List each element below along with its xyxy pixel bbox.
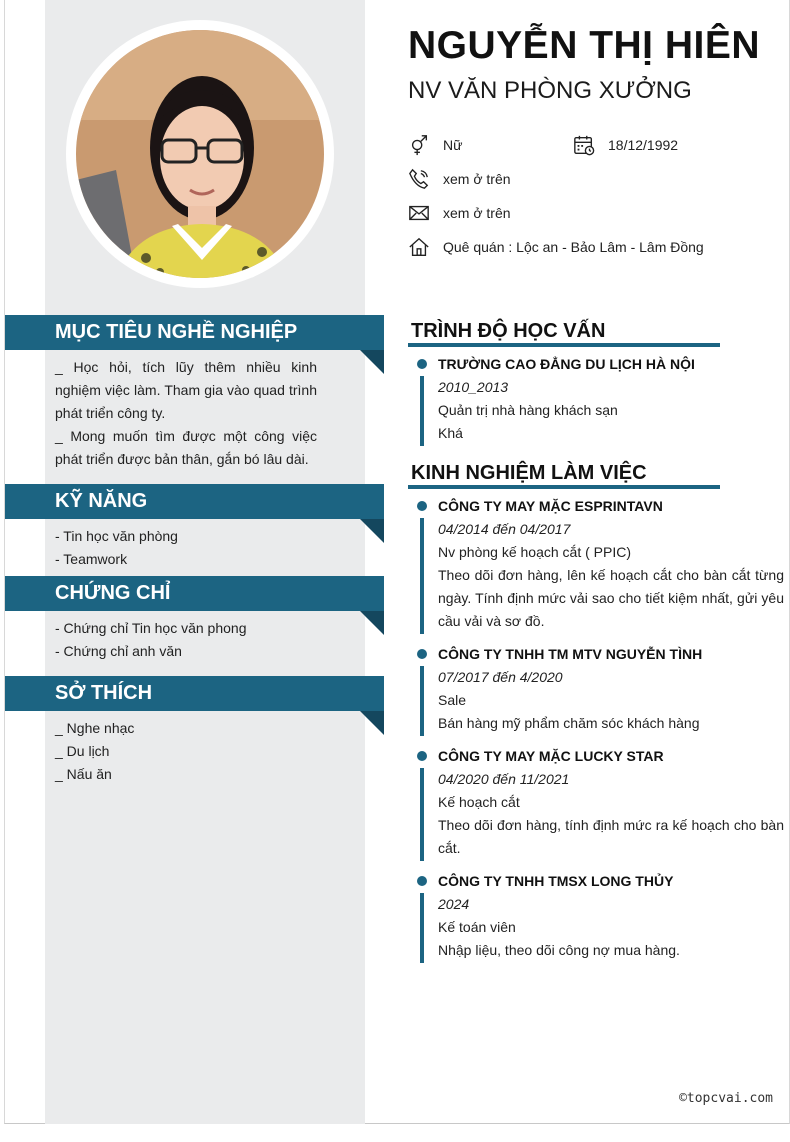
avatar-frame (66, 20, 334, 288)
calendar-icon (573, 134, 595, 156)
timeline-dot (417, 359, 427, 369)
home-icon (408, 236, 430, 258)
hobbies-list (55, 717, 317, 786)
list-item: - Tin học văn phòng (55, 528, 178, 544)
list-item: _ Nghe nhạc (55, 720, 135, 736)
work-position: Kế hoạch cắt (438, 794, 520, 810)
timeline-line (420, 768, 424, 861)
company-name: CÔNG TY TNHH TM MTV NGUYỄN TÌNH (438, 646, 703, 662)
objective-paragraph: _ Học hỏi, tích lũy thêm nhiều kinh nghiệm việc làm. Tham gia vào quad trình phát triển công ty. (55, 359, 317, 421)
list-item: - Chứng chỉ anh văn (55, 643, 182, 659)
objective-paragraph: _ Mong muốn tìm được một công việc phát triển được bản thân, gắn bó lâu dài. (55, 428, 317, 467)
company-name: CÔNG TY TNHH TMSX LONG THỦY (438, 873, 674, 889)
timeline-dot (417, 876, 427, 886)
gender-value: Nữ (443, 137, 463, 153)
education-heading: TRÌNH ĐỘ HỌC VẤN (408, 317, 720, 347)
company-name: CÔNG TY MAY MẶC ESPRINTAVN (438, 498, 663, 514)
objective-text (55, 356, 317, 471)
work-description: Theo dõi đơn hàng, tính định mức ra kế hoạch cho bàn cắt. (438, 817, 784, 856)
experience-heading: KINH NGHIỆM LÀM VIỆC (408, 459, 720, 489)
gender-icon (408, 134, 430, 156)
work-position: Nv phòng kế hoạch cắt ( PPIC) (438, 544, 631, 560)
experience-entry (412, 745, 784, 860)
list-item: _ Du lịch (55, 743, 110, 759)
watermark: ©topcvai.com (679, 1091, 773, 1106)
work-period: 04/2020 đến 11/2021 (438, 771, 570, 787)
timeline-line (420, 893, 424, 963)
work-position: Sale (438, 692, 467, 708)
work-description: Theo dõi đơn hàng, lên kế hoạch cắt cho bàn cắt từng ngày. Tính định mức vải sao cho tiết kiệm nhất, gửi yêu cầu vải và sơ đồ. (438, 567, 784, 629)
email-value: xem ở trên (443, 205, 511, 221)
hometown-row (408, 236, 704, 258)
work-period: 04/2014 đến 04/2017 (438, 521, 571, 537)
timeline-dot (417, 751, 427, 761)
avatar (76, 30, 324, 278)
hometown-value: Quê quán : Lộc an - Bảo Lâm - Lâm Đồng (443, 239, 704, 255)
list-item: - Chứng chỉ Tin học văn phong (55, 620, 247, 636)
timeline-line (420, 376, 424, 446)
objective-heading: MỤC TIÊU NGHỀ NGHIỆP (5, 315, 384, 350)
list-item: - Teamwork (55, 551, 128, 567)
timeline-dot (417, 501, 427, 511)
certificates-list (55, 617, 317, 663)
birthdate-value: 18/12/1992 (608, 137, 679, 153)
experience-entry (412, 643, 784, 735)
job-title: NV VĂN PHÒNG XƯỞNG (408, 77, 692, 104)
company-name: CÔNG TY MAY MẶC LUCKY STAR (438, 748, 664, 764)
timeline-dot (417, 649, 427, 659)
skills-list (55, 525, 317, 571)
school-name: TRƯỜNG CAO ĐẲNG DU LỊCH HÀ NỘI (438, 356, 695, 372)
certificates-heading: CHỨNG CHỈ (5, 576, 384, 611)
hobbies-heading: SỞ THÍCH (5, 676, 384, 711)
experience-entry (412, 870, 784, 962)
work-description: Bán hàng mỹ phẩm chăm sóc khách hàng (438, 715, 700, 731)
work-position: Kế toán viên (438, 919, 516, 935)
timeline-line (420, 518, 424, 634)
phone-value: xem ở trên (443, 171, 511, 187)
envelope-icon (408, 202, 430, 224)
work-description: Nhập liệu, theo dõi công nợ mua hàng. (438, 942, 680, 958)
email-row (408, 202, 511, 224)
experience-entry (412, 495, 784, 633)
education-major: Quản trị nhà hàng khách sạn (438, 402, 618, 418)
list-item: _ Nấu ăn (55, 766, 112, 782)
phone-icon (408, 168, 430, 190)
birthdate-row (573, 134, 678, 156)
gender-row (408, 134, 462, 156)
skills-heading: KỸ NĂNG (5, 484, 384, 519)
education-period: 2010_2013 (438, 379, 509, 395)
timeline-line (420, 666, 424, 736)
work-period: 2024 (438, 896, 470, 912)
work-period: 07/2017 đến 4/2020 (438, 669, 563, 685)
phone-row (408, 168, 511, 190)
education-grade: Khá (438, 425, 463, 441)
education-entry (412, 353, 784, 445)
person-name: NGUYỄN THỊ HIÊN (408, 24, 761, 67)
